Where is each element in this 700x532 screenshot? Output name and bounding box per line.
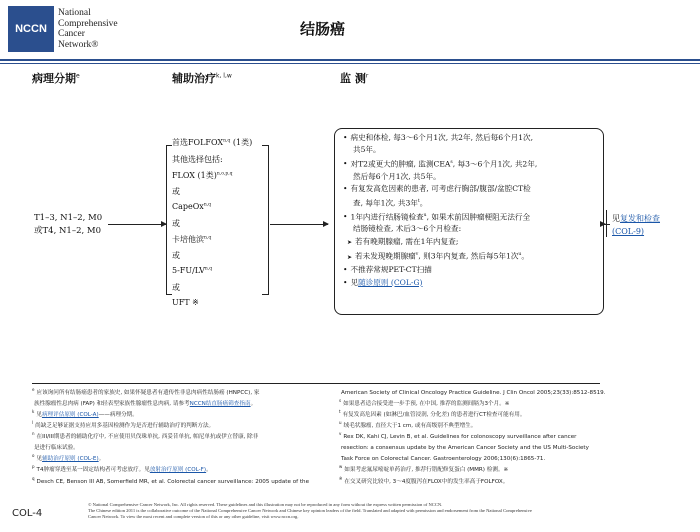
- footnote: Task Force on Colorectal Cancer. Gastroenterology 2006;130(6):1865-71.: [341, 456, 546, 463]
- monitoring-box: [334, 128, 604, 315]
- treatment-or: 或: [172, 251, 180, 260]
- heading-monitoring: [340, 70, 368, 86]
- footnote: 族性腺瘤性息肉病 (FAP) 和轻表型家族性腺瘤性息肉病, 请参考NCCN结直肠癌筛查指南。: [34, 400, 257, 407]
- footnote: $^t$有复发高危因素 (如淋巴/血管浸润, 分化差) 的患者进行CT检查可能有用。: [339, 409, 526, 418]
- heading-pathology: [32, 70, 80, 86]
- bracket-tick: [166, 145, 172, 146]
- nccn-logo: [8, 6, 128, 52]
- monitoring-item: • 对T2或更大的肿瘤, 监测CEA$^s$, 每3～6个月1次, 共2年,: [343, 157, 597, 171]
- treatment-bracket: [166, 145, 167, 295]
- header-divider: [0, 59, 700, 61]
- monitoring-item: • 见随诊原则 (COL-G): [343, 277, 597, 289]
- logo-wordmark: National Comprehensive Cancer Network®: [58, 8, 118, 50]
- monitoring-item-cont: 查, 每年1次, 共3年$^t$。: [353, 198, 428, 208]
- treatment-option: 5-FU/LV$^{n,q}$: [172, 266, 213, 275]
- treatment-option: CapeOx$^{n,q}$: [172, 202, 212, 211]
- heading-pathology-sup: e: [76, 72, 80, 80]
- result-prefix: 见: [612, 214, 620, 223]
- footnote: $^o$见辅助治疗原则 (COL-E)。: [32, 453, 105, 463]
- footnote: $^n$在III/III期患者的辅助化疗中, 不应使用贝伐珠单抗, 西妥昔单抗, 帕尼单抗或伊立替康, 除非: [32, 431, 259, 441]
- treatment-or: 或: [172, 283, 180, 292]
- footnotes-left: [32, 386, 332, 486]
- treatment-option: FLOX (1类)$^{n,o,p,q}$: [172, 171, 233, 180]
- treatment-option: 其他选择包括:: [172, 155, 223, 164]
- connector-to-result: [604, 224, 610, 225]
- monitoring-item: • 1年内进行结肠镜检查$^u$, 如果术前因肿瘤梗阻无法行全: [343, 210, 597, 224]
- treatment-or: 或: [172, 187, 180, 196]
- footnote: $^l$尚缺乏足够证据支持应用多基因检测作为是否进行辅助治疗的判断方法。: [32, 420, 215, 430]
- col-9-link[interactable]: (COL-9): [612, 227, 645, 236]
- monitoring-item: • 有复发高危因素的患者, 可考虑行胸部/腹部/盆腔CT检: [343, 183, 597, 195]
- pathology-frame: [30, 208, 106, 240]
- treatment-option: 首选FOLFOX$^{n,q}$ (1类): [172, 138, 253, 147]
- monitoring-subitem: ➤ 若未发现晚期腺瘤$^v$, 则3年内复查, 然后每5年1次$^u$。: [343, 249, 597, 264]
- footnote: $^v$Rex DK, Kahi CJ, Levin B, et al. Guidelines for colonoscopy surveillance after cancer: [339, 431, 577, 441]
- footnote-divider: [32, 383, 600, 384]
- footnote: ※在交叉研究比较中, 3～4度腹泻在FLOX中的发生率高于FOLFOX。: [339, 475, 509, 485]
- bracket-tick: [166, 294, 172, 295]
- footnote: $^w$如果考虑氟尿嘧啶单药治疗, 推荐行错配修复蛋白 (MMR) 检测。※: [339, 464, 509, 474]
- recurrence-workup-link[interactable]: 复发和检查: [620, 214, 660, 223]
- footnotes-right: [339, 386, 639, 486]
- footnote: $^s$如果患者适合接受进一步手预, 在中国, 推荐的监测间隔为3个月。※: [339, 398, 510, 407]
- heading-monitoring-label: 监 测: [340, 72, 366, 85]
- page-number: COL-4: [12, 508, 43, 519]
- footnote: $^k$见病理评估原则 (COL-A)——病理分期。: [32, 409, 138, 418]
- heading-treatment: [172, 70, 232, 86]
- arrow-to-monitoring: [270, 224, 328, 225]
- heading-treatment-sup: k, l,w: [216, 72, 232, 80]
- heading-monitoring-sup: r: [365, 72, 369, 80]
- arrow-to-treatment: [108, 224, 166, 225]
- monitoring-item: • 病史和体检, 每3～6个月1次, 共2年, 然后每6个月1次,: [343, 132, 597, 144]
- footnote: 是进行临床试验。: [34, 445, 79, 452]
- footnote: American Society of Clinical Oncology Practice Guideline. J Clin Oncol 2005;23(33):8512-8519.: [341, 389, 606, 396]
- monitoring-item: • 不推荐常规PET-CT扫描: [343, 264, 597, 276]
- recurrence-reference: [612, 212, 660, 238]
- header-divider-thin: [0, 63, 700, 64]
- footnote: $^u$绒毛状腺瘤, 直径大于1 cm, 或有高级别不典型增生。: [339, 420, 477, 430]
- result-bracket: [606, 210, 607, 237]
- adjuvant-therapy-link[interactable]: 辅助治疗原则 (COL-E): [42, 456, 99, 463]
- footnote: $^p$T4肿瘤穿透至某一固定结构者可考虑放疗。见放射治疗原则 (COL-F)。: [32, 464, 212, 474]
- pathology-review-link[interactable]: 病理评估原则 (COL-A): [41, 411, 99, 418]
- treatment-bracket-right: [268, 145, 269, 295]
- heading-pathology-label: 病理分期: [32, 72, 76, 85]
- logo-mark: NCCN: [8, 6, 54, 52]
- treatment-options: [172, 137, 266, 309]
- treatment-or: 或: [172, 219, 180, 228]
- page-title: 结肠癌: [300, 20, 346, 38]
- monitoring-item-cont: 然后每6个月1次, 共5年。: [353, 171, 441, 181]
- footnote: $^q$Desch CE, Benson III AB, Somerfield MR, et al. Colorectal cancer surveillance: 2005 update of the: [32, 475, 310, 485]
- bracket-tick: [262, 294, 268, 295]
- monitoring-subitem: ➤ 若有晚期腺瘤, 需在1年内复查;: [343, 236, 597, 249]
- footnote: resection: a consensus update by the American Cancer Society and the US Multi-Society: [341, 445, 589, 452]
- heading-treatment-label: 辅助治疗: [172, 72, 216, 85]
- treatment-option: UFT ※: [172, 298, 199, 307]
- treatment-option: 卡培他滨$^{n,q}$: [172, 235, 212, 244]
- followup-principles-link[interactable]: 随诊原则 (COL-G): [358, 277, 423, 287]
- pathology-stage: T1–3, N1–2, M0 或T4, N1–2, M0: [34, 213, 103, 236]
- monitoring-item-cont: 共5年。: [353, 145, 381, 155]
- bracket-tick: [262, 145, 268, 146]
- radiation-therapy-link[interactable]: 放射治疗原则 (COL-F): [149, 467, 207, 474]
- copyright-notice: © National Comprehensive Cancer Network, Inc. All rights reserved. These guidelines and this illustration may not be reproduced in any form without the express written permission of NCCN. The Chinese edition 2011 is the collaborative outcome of the National Comprehensive Cancer Network and Chinese key opinion leaders of the field. Translated and adapted with permission and endorsement from the National Comprehensive Cancer Network. To view the most recent and complete version of this or any other guideline, visit www.nccn.org.: [88, 502, 532, 519]
- monitoring-item-cont: 结肠镜检查, 术后3～6个月检查:: [353, 224, 462, 234]
- screening-guideline-link[interactable]: NCCN结直肠癌筛查指南: [189, 400, 251, 407]
- footnote: $^e$应该询问所有结肠癌患者的家族史, 如果怀疑患者有遗传性非息肉病性结肠癌 (HNPCC), 家: [32, 387, 260, 396]
